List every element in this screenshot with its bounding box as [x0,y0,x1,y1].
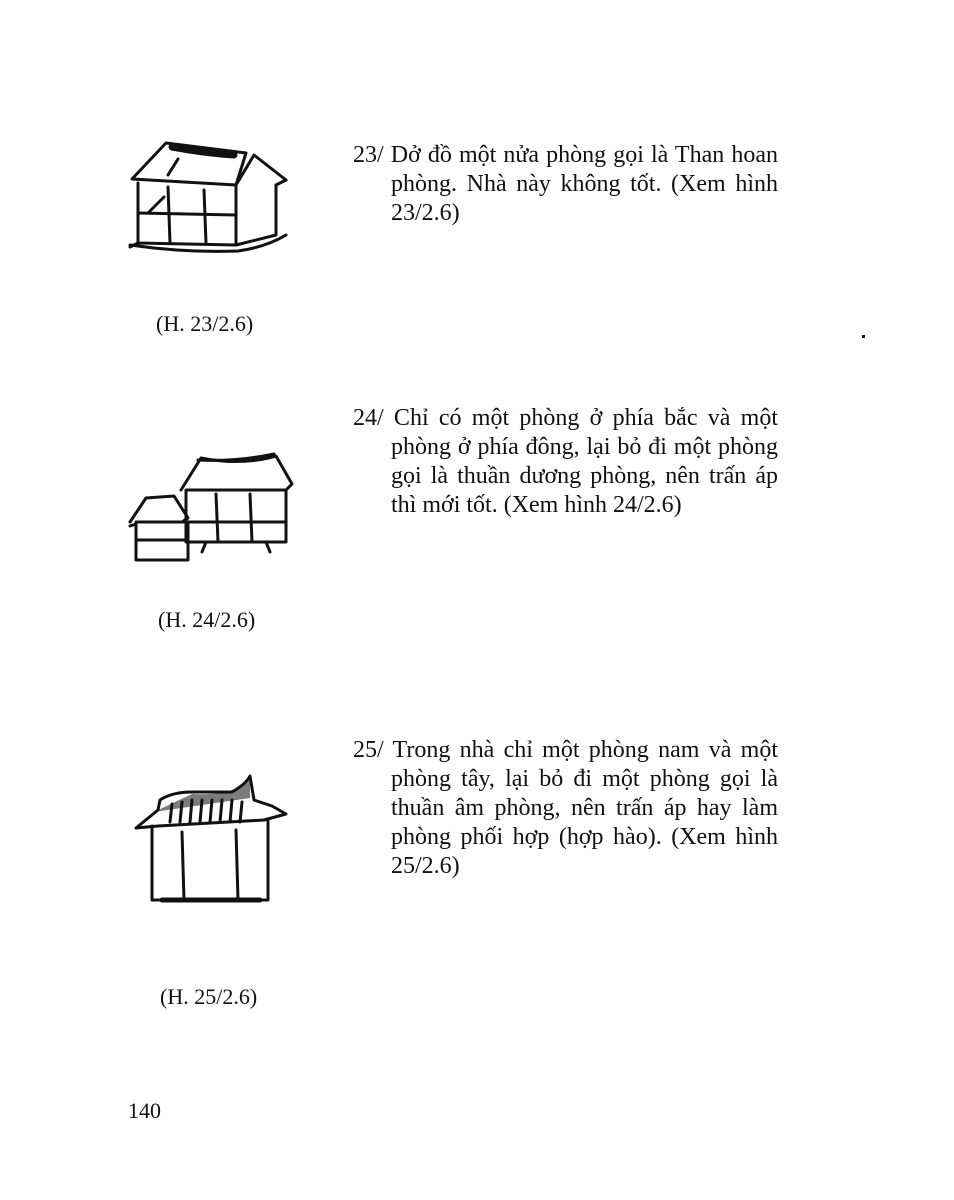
caption-24: (H. 24/2.6) [158,607,256,632]
entry-24-text: 24/ Chỉ có một phòng ở phía bắc và một phòng ở phía đông, lại bỏ đi một phòng gọi là thuần dương phòng, nên trấn áp thì mới tốt. (Xem hình 24/2.6) [353,405,778,518]
speck-mark [862,335,865,338]
caption-25: (H. 25/2.6) [160,984,258,1009]
house-24-icon [126,444,301,569]
house-23-icon [126,135,296,260]
entry-25-text: 25/ Trong nhà chỉ một phòng nam và một phòng tây, lại bỏ đi một phòng gọi là thuần âm phòng, nên trấn áp hay làm phòng phối hợp (hợp hào). (Xem hình 25/2.6) [353,737,778,879]
entry-23-text: 23/ Dở đồ một nửa phòng gọi là Than hoan phòng. Nhà này không tốt. (Xem hình 23/2.6) [353,142,778,226]
house-25-icon [132,770,292,915]
caption-23: (H. 23/2.6) [156,311,254,336]
page-number: 140 [128,1098,161,1123]
